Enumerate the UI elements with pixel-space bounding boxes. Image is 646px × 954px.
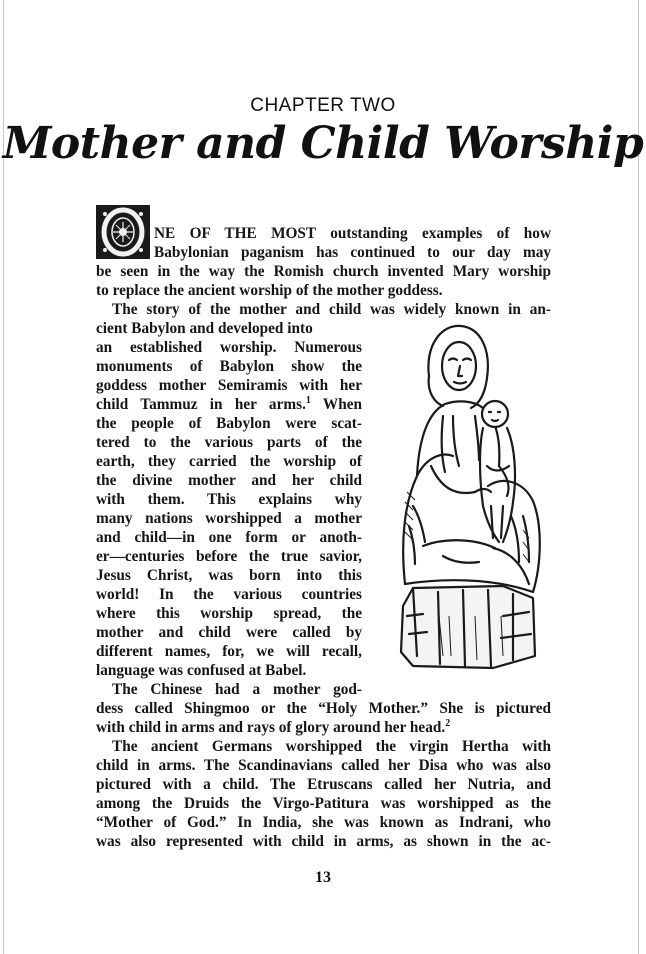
paragraph-2-line-20: language was confused at Babel. xyxy=(96,662,307,679)
paragraph-2-line-12: many nations worshipped a mother xyxy=(96,510,362,527)
chapter-label: CHAPTER TWO xyxy=(250,95,396,116)
paragraph-4-line-6: was also represented with child in arms, as shown in the ac- xyxy=(96,833,551,850)
paragraph-2-line-11: with them. This explains why xyxy=(96,491,362,508)
paragraph-3-line-3 xyxy=(96,718,551,737)
paragraph-2-line-6 xyxy=(96,395,362,414)
paragraph-2-line-19: different names, for, we will recall, xyxy=(96,643,362,660)
paragraph-2-line-9: earth, they carried the worship of xyxy=(96,453,362,470)
paragraph-2-line-7: the people of Babylon were scat- xyxy=(96,415,362,432)
paragraph-3-line-3-text: with child in arms and rays of glory around her head. xyxy=(96,719,446,736)
paragraph-4-line-2: child in arms. The Scandinavians called her Disa who was also xyxy=(96,757,551,774)
paragraph-2-line-8: tered to the various parts of the xyxy=(96,434,362,451)
paragraph-2-line-10: the divine mother and her child xyxy=(96,472,362,489)
paragraph-2-line-15: Jesus Christ, was born into this xyxy=(96,567,362,584)
paragraph-1-line-3: be seen in the way the Romish church invented Mary worship xyxy=(96,263,551,280)
paragraph-1-line-4: to replace the ancient worship of the mother goddess. xyxy=(96,282,443,299)
page-number: 13 xyxy=(315,869,331,886)
paragraph-1-line-1: NE OF THE MOST outstanding examples of how xyxy=(154,225,551,242)
paragraph-4-line-4: among the Druids the Virgo-Patitura was worshipped as the xyxy=(96,795,551,812)
paragraph-2-line-2: cient Babylon and developed into xyxy=(96,320,313,337)
chapter-title: Mother and Child Worship xyxy=(2,118,644,169)
drop-cap-ornament xyxy=(96,205,150,259)
paragraph-2-line-1: The story of the mother and child was widely known in an- xyxy=(112,301,551,318)
paragraph-2-line-3: an established worship. Numerous xyxy=(96,339,362,356)
mother-child-statue-icon xyxy=(383,316,553,676)
paragraph-2-line-5: goddess mother Semiramis with her xyxy=(96,377,362,394)
paragraph-2-line-17: where this worship spread, the xyxy=(96,605,362,622)
mother-child-statue-illustration xyxy=(383,316,553,676)
paragraph-3-line-2: dess called Shingmoo or the “Holy Mother.” She is pictured xyxy=(96,700,551,717)
paragraph-2-line-6-text: child Tammuz in her arms. xyxy=(96,396,306,413)
paragraph-1-line-2: Babylonian paganism has continued to our day may xyxy=(154,244,551,261)
paragraph-2-line-6-cont: When xyxy=(310,396,362,413)
paragraph-4-line-5: “Mother of God.” In India, she was known as Indrani, who xyxy=(96,814,551,831)
paragraph-2-line-18: mother and child were called by xyxy=(96,624,362,641)
footnote-ref-1: 1 xyxy=(305,395,311,406)
paragraph-2-line-16: world! In the various countries xyxy=(96,586,362,603)
drop-cap-o-icon xyxy=(96,205,150,259)
paragraph-4-line-1: The ancient Germans worshipped the virgin Hertha with xyxy=(112,738,551,755)
paragraph-2-line-4: monuments of Babylon show the xyxy=(96,358,362,375)
paragraph-4-line-3: pictured with a child. The Etruscans called her Nutria, and xyxy=(96,776,551,793)
paragraph-3-line-1: The Chinese had a mother god- xyxy=(112,681,362,698)
footnote-ref-2: 2 xyxy=(445,718,451,729)
paragraph-2-line-13: and child—in one form or anoth- xyxy=(96,529,362,546)
paragraph-2-line-14: er—centuries before the true savior, xyxy=(96,548,362,565)
